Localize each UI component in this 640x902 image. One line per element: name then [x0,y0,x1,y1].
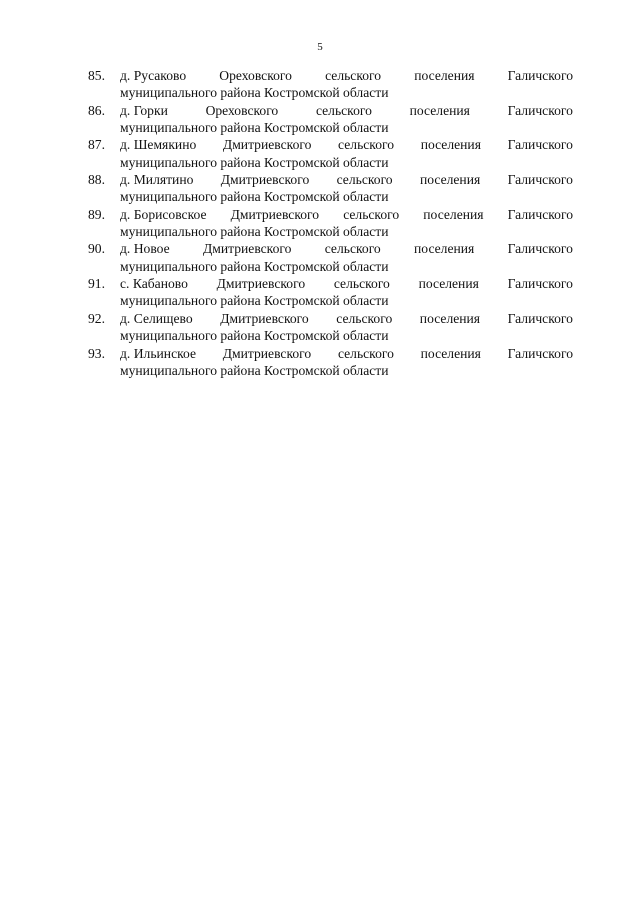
settlement-name: д. Горки [120,102,168,118]
list-item [88,102,573,137]
item-line-2: муниципального района Костромской области [120,258,389,274]
item-line-2: муниципального района Костромской области [120,154,389,170]
item-line-1 [120,67,573,84]
list-item [88,206,573,241]
item-text [120,171,573,206]
word: сельского [336,310,393,326]
word: поселения [418,276,479,292]
item-text [120,102,573,137]
word: Галичского [507,206,573,222]
word: Дмитриевского [220,310,309,326]
item-line-1 [120,240,573,257]
word: сельского [338,137,395,153]
settlement-name: д. Милятино [120,172,194,188]
page-number: 5 [317,41,323,53]
word: Галичского [507,276,573,292]
word: поселения [419,310,481,326]
item-text [120,206,573,241]
item-line-1 [120,136,573,153]
item-number: 85. [88,68,105,83]
item-number: 88. [88,172,105,188]
settlement-name: д. Новое [120,241,170,257]
item-line-1 [120,206,573,223]
word: Галичского [507,310,573,326]
item-line-2: муниципального района Костромской области [120,189,389,205]
list-item [88,67,573,102]
item-line-1 [120,275,573,292]
item-line-1 [120,310,573,327]
word: Галичского [507,345,573,361]
word: Ореховского [205,102,279,118]
item-line-2: муниципального района Костромской области [120,119,389,135]
settlement-name: д. Шемякино [120,137,197,153]
word: сельского [343,206,400,222]
item-line-2: муниципального района Костромской области [120,293,389,309]
settlement-name: д. Ильинское [120,345,197,361]
item-line-2: муниципального района Костромской области [120,85,389,101]
word: Галичского [507,241,573,257]
word: Галичского [507,172,573,188]
settlement-name: д. Русаково [120,68,187,83]
word: Дмитриевского [222,345,312,361]
word: сельского [336,172,393,188]
item-text [120,136,573,171]
item-text [120,67,573,102]
word: поселения [419,172,481,188]
item-number: 93. [88,345,105,361]
word: сельского [333,276,390,292]
item-number: 91. [88,276,105,292]
word: поселения [414,68,475,83]
list-item [88,240,573,275]
item-text [120,240,573,275]
list-item [88,136,573,171]
list-item [88,171,573,206]
word: сельского [325,68,382,83]
word: поселения [409,102,470,118]
word: Галичского [507,68,573,83]
item-number: 90. [88,241,105,257]
word: Дмитриевского [220,172,310,188]
item-number: 92. [88,310,105,326]
item-text [120,345,573,380]
list-item [88,275,573,310]
word: Галичского [507,137,573,153]
item-line-2: муниципального района Костромской области [120,224,389,240]
item-line-2: муниципального района Костромской области [120,328,389,344]
word: поселения [420,137,481,153]
item-number: 89. [88,206,105,222]
item-line-1 [120,345,573,362]
word: Дмитриевского [230,206,320,222]
item-line-1 [120,171,573,188]
settlement-name: д. Борисовское [120,206,207,222]
word: сельского [315,102,372,118]
settlement-name: д. Селищево [120,310,193,326]
word: Галичского [507,102,573,118]
word: Ореховского [219,68,292,83]
word: поселения [423,206,484,222]
item-text [120,275,573,310]
word: сельского [337,345,394,361]
item-number: 86. [88,102,105,118]
word: Дмитриевского [222,137,312,153]
settlement-name: с. Кабаново [120,276,188,292]
list-item [88,310,573,345]
item-line-1 [120,102,573,119]
word: поселения [420,345,481,361]
item-line-2: муниципального района Костромской области [120,362,389,378]
item-text [120,310,573,345]
word: сельского [324,241,381,257]
word: Дмитриевского [202,241,292,257]
list-item [88,345,573,380]
word: Дмитриевского [216,276,306,292]
word: поселения [414,241,475,257]
item-number: 87. [88,137,105,153]
settlement-list [88,67,573,379]
